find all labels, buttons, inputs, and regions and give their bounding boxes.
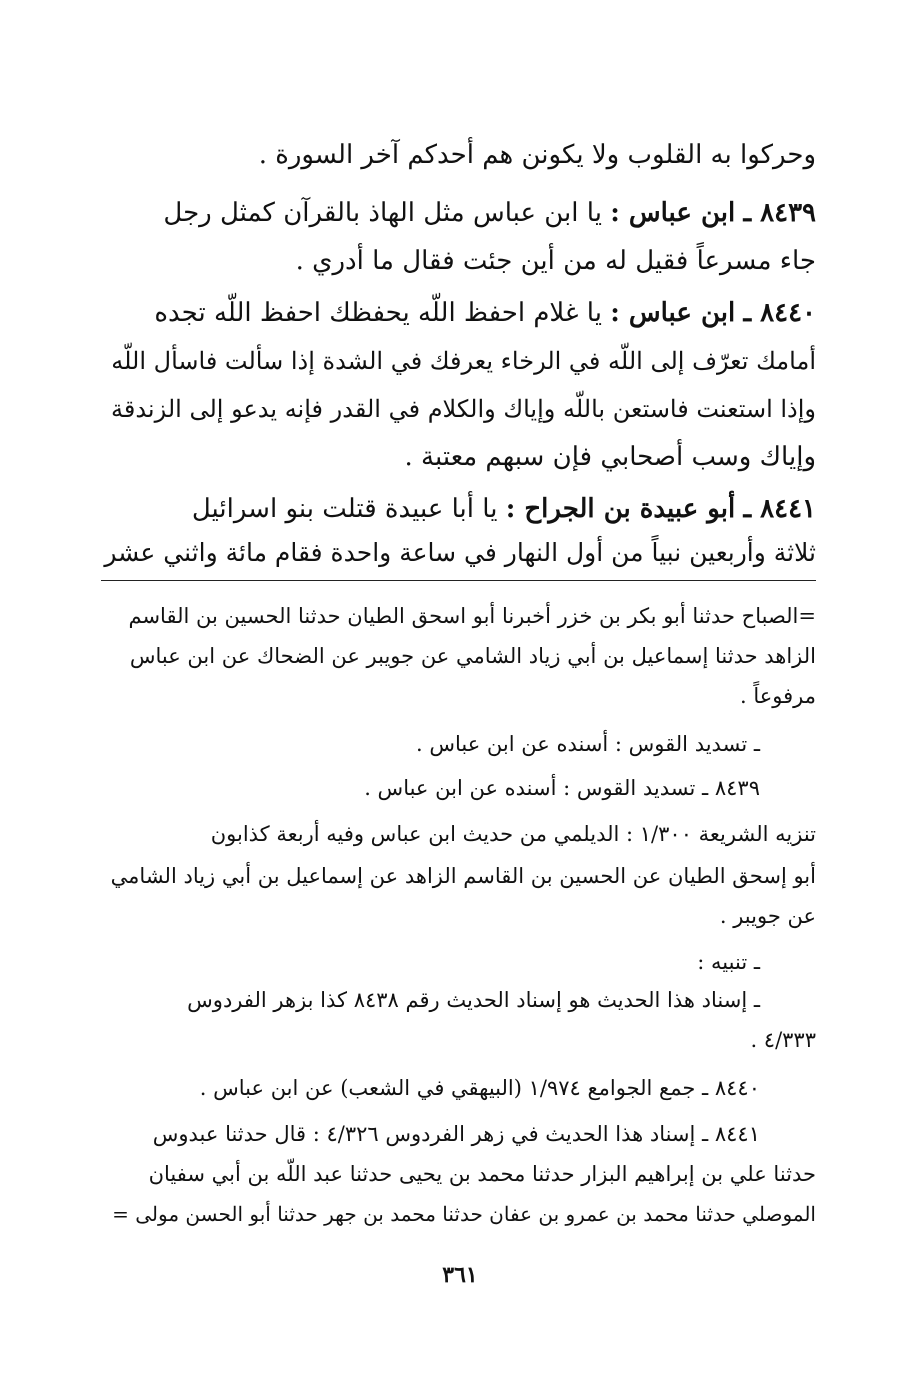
footnote-line: ٨٤٤٠ ـ جمع الجوامع ١/٩٧٤ (البيهقي في الشعب) عن ابن عباس . — [199, 1076, 760, 1100]
footnote-line: تنزيه الشريعة ١/٣٠٠ : الديلمي من حديث ابن عباس وفيه أربعة كذابون — [210, 822, 816, 846]
footnote-line: ـ إسناد هذا الحديث هو إسناد الحديث رقم ٨٤٣٨ كذا بزهر الفردوس — [187, 988, 760, 1012]
narrator-name: أبو عبيدة بن الجراح : — [505, 494, 736, 524]
hadith-8441-line-1 — [192, 484, 816, 534]
hadith-8440-line-1 — [154, 288, 816, 338]
hadith-number: ٨٤٤١ ـ — [743, 494, 816, 524]
footnote-line: ـ تسديد القوس : أسنده عن ابن عباس . — [416, 732, 760, 756]
hadith-number: ٨٤٣٩ ـ — [743, 198, 816, 228]
footnote-line: الزاهد حدثنا إسماعيل بن أبي زياد الشامي عن جويبر عن الضحاك عن ابن عباس — [129, 644, 816, 668]
hadith-text: يا غلام احفظ اللّه يحفظك احفظ اللّه تجده — [154, 298, 602, 328]
page-number: ٣٦١ — [442, 1262, 478, 1288]
hadith-text: يا ابن عباس مثل الهاذ بالقرآن كمثل رجل — [163, 198, 602, 228]
footnote-line: ٤/٣٣٣ . — [750, 1028, 816, 1052]
hadith-8440-line-3: وإذا استعنت فاستعن باللّه وإياك والكلام في القدر فإنه يدعو إلى الزندقة — [110, 395, 816, 423]
footnote-line: أبو إسحق الطيان عن الحسين بن القاسم الزاهد عن إسماعيل بن أبي زياد الشامي — [110, 864, 816, 888]
hadith-8440-line-2: أمامك تعرّف إلى اللّه في الرخاء يعرفك في الشدة إذا سألت فاسأل اللّه — [111, 347, 816, 375]
narrator-name: ابن عباس : — [610, 198, 736, 228]
main-text-line: وحركوا به القلوب ولا يكونن هم أحدكم آخر السورة . — [258, 140, 816, 170]
footnote-line: =الصباح حدثنا أبو بكر بن خزر أخبرنا أبو اسحق الطيان حدثنا الحسين بن القاسم — [128, 604, 816, 628]
hadith-8439-line-1 — [163, 188, 816, 238]
footnote-line: ـ تنبيه : — [697, 950, 760, 974]
hadith-8439-line-2: جاء مسرعاً فقيل له من أين جئت فقال ما أدري . — [295, 246, 816, 276]
narrator-name: ابن عباس : — [610, 298, 736, 328]
footnote-line: عن جويبر . — [719, 904, 816, 928]
footnote-line: ٨٤٣٩ ـ تسديد القوس : أسنده عن ابن عباس . — [364, 776, 760, 800]
hadith-8440-line-4: وإياك وسب أصحابي فإن سبهم معتبة . — [404, 442, 816, 472]
footnote-line: ٨٤٤١ ـ إسناد هذا الحديث في زهر الفردوس ٤/٣٢٦ : قال حدثنا عبدوس — [152, 1122, 760, 1146]
footnote-line: حدثنا علي بن إبراهيم البزار حدثنا محمد بن يحيى حدثنا عبد اللّه بن أبي سفيان — [148, 1162, 816, 1186]
hadith-text: يا أبا عبيدة قتلت بنو اسرائيل — [191, 494, 498, 524]
hadith-number: ٨٤٤٠ ـ — [743, 298, 816, 328]
footnote-separator — [101, 580, 816, 581]
hadith-8441-line-2: ثلاثة وأربعين نبياً من أول النهار في ساعة واحدة فقام مائة واثني عشر — [104, 538, 816, 567]
footnote-line: مرفوعاً . — [739, 684, 816, 708]
footnote-line: الموصلي حدثنا محمد بن عمرو بن عفان حدثنا محمد بن جهر حدثنا أبو الحسن مولى = — [112, 1202, 816, 1226]
